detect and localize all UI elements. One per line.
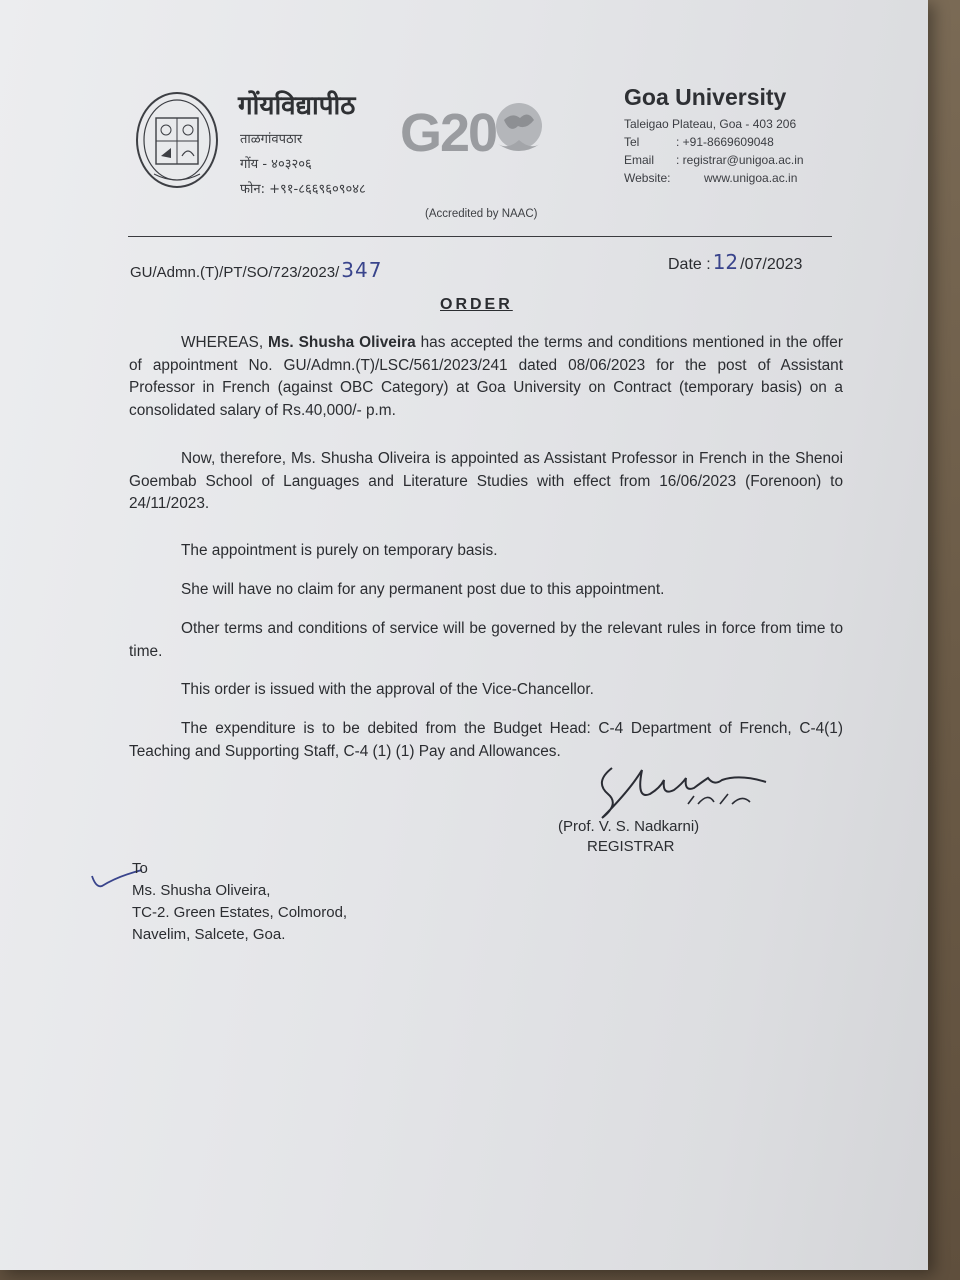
university-name: Goa University: [624, 84, 787, 110]
header-divider: [128, 236, 832, 237]
handwritten-reference-number: 347: [341, 258, 383, 282]
recipient-address-line: TC-2. Green Estates, Colmorod,: [132, 904, 348, 921]
reference-number: [130, 258, 382, 282]
recipient-address-line: Navelim, Salcete, Goa.: [132, 926, 286, 943]
email-label: Email: [624, 153, 655, 167]
signatory-designation: REGISTRAR: [587, 838, 675, 855]
accreditation-note: (Accredited by NAAC): [425, 208, 538, 220]
paragraph-terms: [129, 618, 843, 663]
recipient-name: Ms. Shusha Oliveira,: [132, 882, 271, 899]
tel-line: [624, 135, 774, 149]
address-line: Taleigao Plateau, Goa - 403 206: [624, 117, 797, 131]
hindi-address-line: गोंय - ४०३२०६: [240, 157, 312, 172]
hindi-university-name: गोंयविद्यापीठ: [238, 91, 356, 121]
date-rest: /07/2023: [740, 256, 803, 273]
p1-rest: has accepted the terms and conditions mentioned in the offer of appointment No. GU/Admn.(T)/LSC/561/2023/241 dated 08/06/2023 for the post of Assistant Professor in French (against OBC Category) at Goa University on Contract (temporary basis) on a consolidated salary of Rs.40,000/- p.m.: [129, 334, 843, 419]
p5-text: Other terms and conditions of service will be governed by the relevant rules in force from time to time.: [129, 620, 843, 660]
order-title: ORDER: [440, 296, 513, 313]
paragraph-temporary: [129, 540, 843, 563]
website-line: [624, 171, 797, 185]
tel-label: Tel: [624, 135, 640, 149]
paragraph-approval: [129, 679, 843, 702]
date-label: Date :: [668, 256, 711, 273]
website-value: www.unigoa.ac.in: [704, 171, 798, 185]
handwritten-date-day: 12: [712, 250, 739, 274]
email-line: [624, 153, 804, 167]
signatory-name: (Prof. V. S. Nadkarni): [558, 818, 700, 835]
p6-text: This order is issued with the approval of the Vice-Chancellor.: [181, 681, 594, 698]
tel-value: : +91-8669609048: [676, 135, 774, 149]
p4-text: She will have no claim for any permanent post due to this appointment.: [181, 581, 665, 598]
g20-logo: [398, 96, 548, 182]
g20-logo-text: G20: [400, 103, 497, 163]
hindi-address-line: ताळगांवपठार: [240, 132, 303, 147]
website-label: Website:: [624, 171, 671, 185]
paragraph-no-claim: [129, 579, 843, 602]
paragraph-expenditure: [129, 718, 843, 763]
paragraph-whereas: [129, 332, 843, 422]
appointee-name: Ms. Shusha Oliveira: [268, 334, 416, 351]
p3-text: The appointment is purely on temporary basis.: [181, 542, 498, 559]
p1-lead: WHEREAS,: [181, 334, 269, 351]
university-seal-logo: [134, 90, 220, 192]
p2-text: Now, therefore, Ms. Shusha Oliveira is appointed as Assistant Professor in French in the Shenoi Goembab School of Languages and Literature Studies with effect from 16/06/2023 (Forenoon) to 24/11/2023.: [129, 450, 843, 512]
email-value: : registrar@unigoa.ac.in: [676, 153, 804, 167]
globe-lotus-icon: [490, 100, 548, 158]
hindi-phone-line: फोन: +९१-८६६९६०९०४८: [240, 182, 366, 197]
recipient-to: To: [132, 860, 148, 877]
order-date: [668, 250, 802, 274]
paragraph-appointment: [129, 448, 843, 516]
p7-text: The expenditure is to be debited from the Budget Head: C-4 Department of French, C-4(1) Teaching and Supporting Staff, C-4 (1) (1) Pay and Allowances.: [129, 720, 843, 760]
reference-prefix: GU/Admn.(T)/PT/SO/723/2023/: [130, 264, 340, 281]
recipient-block: [132, 858, 347, 946]
